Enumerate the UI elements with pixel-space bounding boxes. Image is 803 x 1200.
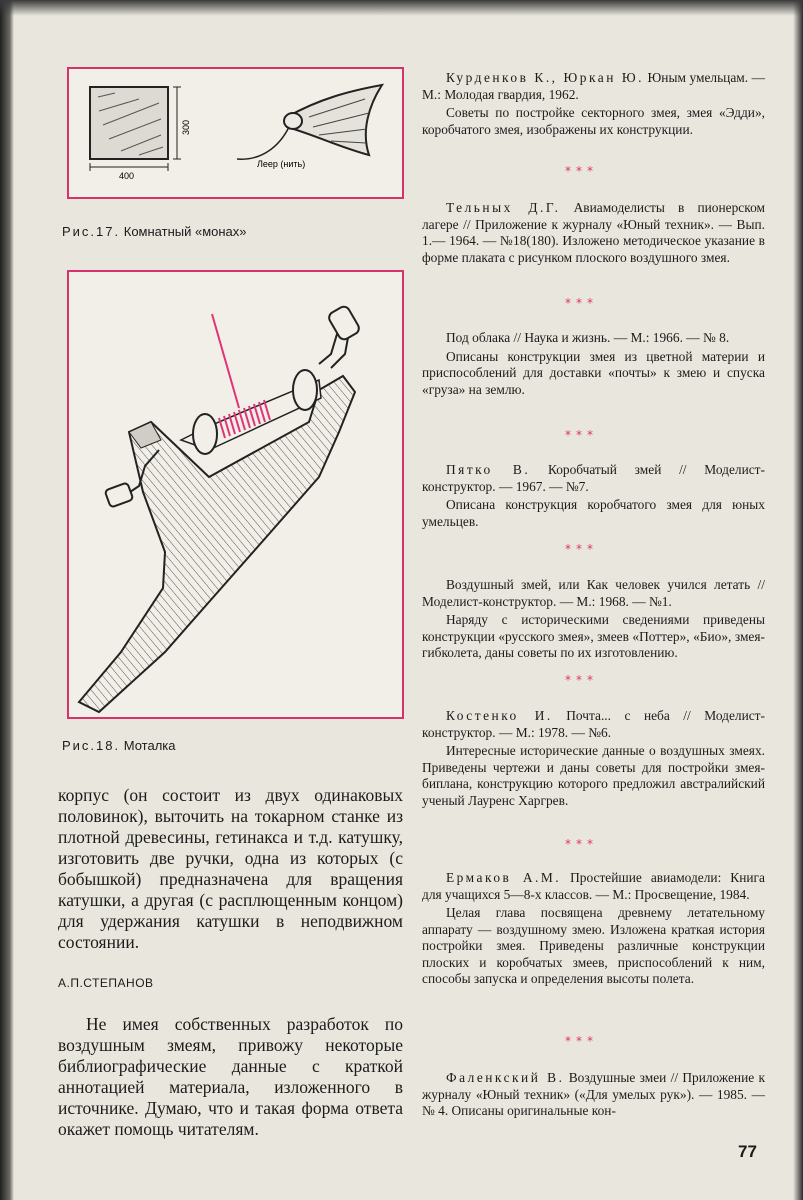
separator-stars: *** [565, 542, 598, 556]
separator-stars: *** [565, 673, 598, 687]
figure-18-caption-lead: Рис.18. [62, 738, 121, 753]
line-label: Леер (нить) [257, 159, 306, 169]
bib-author: Фаленкский В. [446, 1070, 565, 1085]
left-body-text: корпус (он состоит из двух одинаковых половинок), выточить на токарном станке из плотной древесины, гетинакса и т.д. катушку, изготовить две ручки, одна из которых (с бобышкой) предназначена для вращения катушки, а другая (с расплющенным концом) для удержания катушки в неподвижном состоянии. [58, 785, 403, 952]
separator-stars: *** [565, 837, 598, 851]
spool-left-flange [193, 414, 217, 454]
spool-right-flange [293, 370, 317, 410]
bib-source: Воздушные змеи // Приложение к журналу «Юный техник» («Для умелых рук»). — 1985. — № 4. Описаны оригинальные кон- [422, 1070, 765, 1118]
crank-knob [327, 305, 361, 342]
figure-18-frame [67, 270, 404, 719]
figure-17-caption [62, 224, 247, 239]
page-shadow-right [793, 0, 803, 1200]
author-byline: А.П.СТЕПАНОВ [58, 976, 154, 990]
bib-entry-8 [422, 1070, 765, 1120]
bib-entry-1 [422, 70, 765, 138]
figure-17-drawing [69, 69, 402, 197]
figure-18-drawing [69, 272, 402, 717]
bib-source: Почта... с неба // Моделист-конструктор. — М.: 1978. — №6. [422, 708, 765, 740]
height-dimension-label: 300 [181, 119, 191, 135]
bib-description: Советы по постройке секторного змея, змея «Эдди», коробчатого змея, изображены их конструкции. [422, 105, 765, 137]
bib-author: Тельных Д.Г. [446, 200, 561, 215]
bib-author: Пятко В. [446, 462, 531, 477]
bib-description: Интересные исторические данные о воздушных змеях. Приведены чертежи и даны советы для постройки змея-биплана, конструкцию которого предложил австралийский ученый Лауренс Харгрев. [422, 743, 765, 808]
figure-17-caption-text: Комнатный «монах» [123, 224, 247, 239]
page-shadow-top [0, 0, 803, 16]
bib-source: Юным умельцам. — М.: Молодая гвардия, 1962. [422, 70, 765, 102]
page-number: 77 [738, 1142, 757, 1161]
bib-author: Костенко И. [446, 708, 553, 723]
separator-stars: *** [565, 1034, 598, 1048]
bib-entry-7 [422, 870, 765, 988]
figure-17-caption-lead: Рис.17. [62, 224, 121, 239]
figure-18-caption [62, 738, 176, 753]
bib-source: Воздушный змей, или Как человек учился летать // Моделист-конструктор. — М.: 1968. — №1. [422, 577, 765, 609]
separator-stars: *** [565, 164, 598, 178]
bib-entry-6 [422, 708, 765, 809]
bib-entry-4 [422, 462, 765, 530]
separator-stars: *** [565, 428, 598, 442]
kite-nose [284, 113, 302, 129]
bib-entry-3 [422, 330, 765, 398]
lock-knob [105, 482, 134, 507]
bib-description: Описаны конструкции змея из цветной материи и приспособлений для доставки «почты» к змею и спуска «груза» на землю. [422, 348, 765, 397]
bib-author: Курденков К., Юркан Ю. [446, 70, 645, 85]
bib-author: Ермаков А.М. [446, 870, 562, 885]
bib-source: Авиамоделисты в пионерском лагере // Приложение к журналу «Юный техник». — Вып. 1.— 1964. — №18(180). Изложено методическое указание в форме плаката с рисунком плоского воздушного змея. [422, 200, 765, 265]
separator-stars: *** [565, 296, 598, 310]
bib-source: Простейшие авиамодели: Книга для учащихся 5—8-х классов. — М.: Просвещение, 1984. [422, 870, 765, 902]
bib-description: Целая глава посвящена древнему летательному аппарату — воздушному змею. Изложена краткая история постройки змея. Приведены различные конструкции плоских и коробчатых змеев, приспособлений к ним, способы запуска и определения высоты полета. [422, 905, 765, 986]
bib-entry-2 [422, 200, 765, 266]
bib-source: Под облака // Наука и жизнь. — М.: 1966. — № 8. [446, 330, 730, 345]
figure-17-frame [67, 67, 404, 199]
bib-description: Наряду с историческими сведениями приведены конструкции «русского змея», змеев «Поттер», «Био», змея-гибколета, даны советы по их изготовлению. [422, 612, 765, 660]
intro-paragraph: Не имея собственных разработок по воздушным змеям, привожу некоторые библиографические данные с краткой аннотацией материала, изложенного в источнике. Думаю, что и такая форма ответа окажет помощь читателям. [58, 1014, 403, 1139]
bib-description: Описана конструкция коробчатого змея для юных умельцев. [422, 497, 765, 529]
bib-entry-5 [422, 577, 765, 662]
bib-source: Коробчатый змей // Моделист-конструктор. — 1967. — №7. [422, 462, 765, 494]
kite-line [237, 127, 289, 159]
figure-18-caption-text: Моталка [123, 738, 176, 753]
width-dimension-label: 400 [119, 171, 135, 181]
page-shadow-left [0, 0, 14, 1200]
